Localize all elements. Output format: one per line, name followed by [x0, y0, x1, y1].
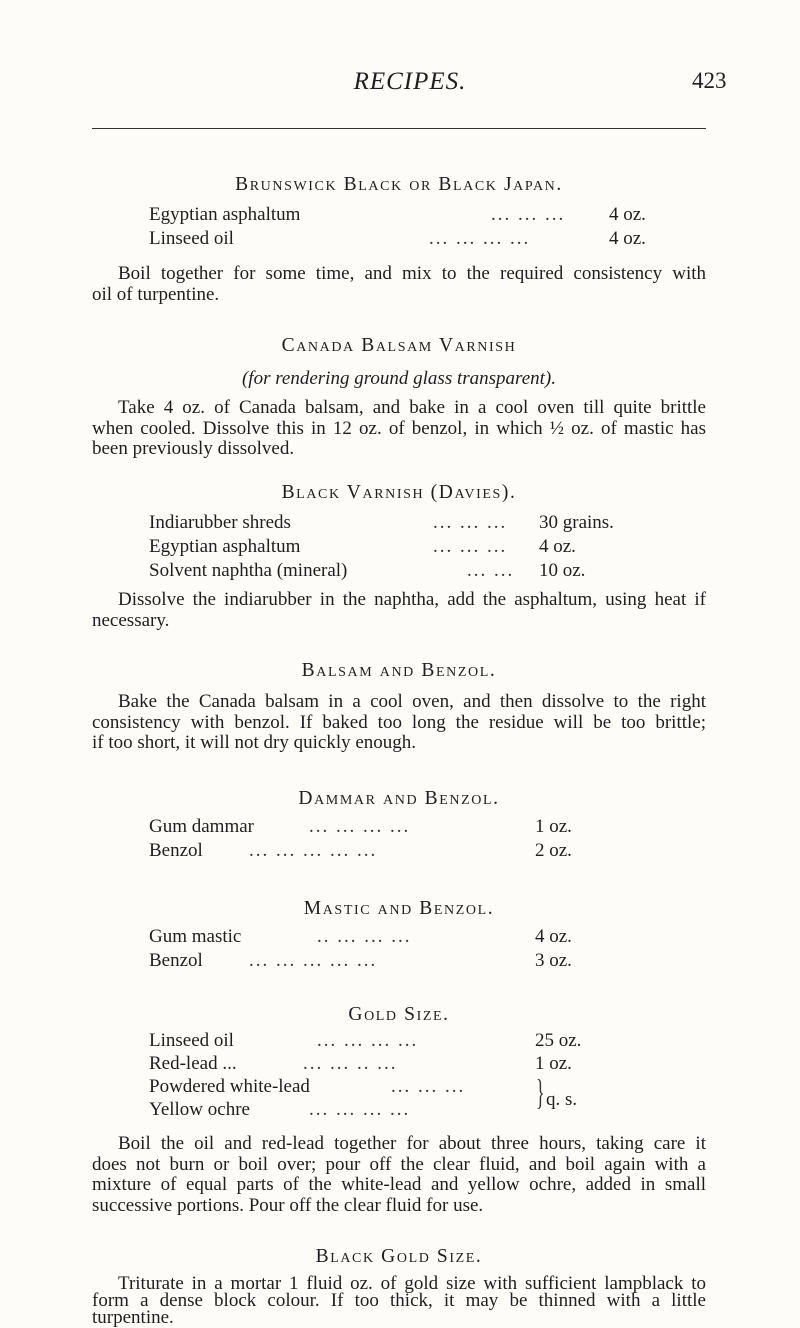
text-line: Bake the Canada balsam in a cool oven, and then dissolve to the right: [118, 691, 706, 712]
ingredient-name: Red-lead ...: [149, 1053, 237, 1074]
text-line: turpentine.: [92, 1307, 174, 1328]
ingredient-name: Gum dammar: [149, 816, 255, 837]
ingredient-name: Yellow ochre: [149, 1099, 250, 1120]
text-line: necessary.: [92, 609, 170, 631]
leader-dots: ... ... ...: [391, 1076, 466, 1097]
ingredient-quantity: 2 oz.: [535, 840, 572, 861]
ingredient-quantity: 1 oz.: [535, 1053, 572, 1074]
header-rule: [92, 128, 706, 129]
ingredient-name: Benzol: [149, 840, 203, 861]
ingredient-quantity: 4 oz.: [609, 228, 646, 249]
section-title-black-gold-size: Black Gold Size.: [315, 1246, 483, 1267]
text-line: if too short, it will not dry quickly enough.: [92, 732, 417, 753]
ingredient-quantity: 10 oz.: [539, 560, 586, 581]
ingredient-quantity: 1 oz.: [535, 816, 572, 837]
text-line: consistency with benzol. If baked too long the residue will be too brittle;: [92, 711, 706, 733]
ingredient-name: Linseed oil: [149, 228, 234, 249]
leader-dots: ... ... ... ...: [309, 816, 411, 837]
ingredient-name: Gum mastic: [149, 926, 242, 947]
leader-dots: ... ... ...: [433, 512, 508, 533]
ingredient-quantity: 4 oz.: [535, 926, 572, 947]
section-title-mastic-benzol: Mastic and Benzol.: [303, 898, 495, 919]
section-title-brunswick: Brunswick Black or Black Japan.: [235, 174, 563, 195]
text-line: form a dense block colour. If too thick, it may be thinned with a little: [92, 1290, 706, 1311]
text-line: Take 4 oz. of Canada balsam, and bake in a cool oven till quite brittle: [118, 397, 706, 418]
paragraph-black-gold-size: [92, 1273, 706, 1328]
text-line: does not burn or boil over; pour off the clear fluid, and boil again with a: [92, 1153, 706, 1175]
section-subtitle-canada-balsam: (for rendering ground glass transparent).: [241, 368, 557, 389]
text-line: when cooled. Dissolve this in 12 oz. of benzol, in which ½ oz. of mastic has: [92, 417, 706, 439]
paragraph-black-varnish: [92, 590, 706, 631]
ingredient-name: Linseed oil: [149, 1030, 234, 1051]
ingredient-quantity: 4 oz.: [609, 204, 646, 225]
text-line: Triturate in a mortar 1 fluid oz. of gold size with sufficient lampblack to: [118, 1273, 706, 1294]
paragraph-canada-balsam: [92, 398, 706, 460]
shared-quantity: q. s.: [546, 1089, 578, 1110]
ingredient-name: Egyptian asphaltum: [149, 204, 301, 225]
ingredient-quantity: 25 oz.: [535, 1030, 582, 1051]
leader-dots: ... ... ... ...: [317, 1030, 419, 1051]
section-title-dammar-benzol: Dammar and Benzol.: [298, 788, 500, 809]
text-line: Dissolve the indiarubber in the naphtha, add the asphaltum, using heat if: [118, 589, 706, 610]
leader-dots: ... ... ...: [433, 536, 508, 557]
leader-dots: ... ...: [467, 560, 515, 581]
ingredient-name: Benzol: [149, 950, 203, 971]
running-header: [0, 68, 800, 108]
leader-dots: ... ... ...: [491, 204, 566, 225]
section-title-gold-size: Gold Size.: [348, 1004, 450, 1025]
page-number: 423: [692, 68, 727, 93]
ingredient-name: Egyptian asphaltum: [149, 536, 301, 557]
paragraph-balsam-benzol: [92, 692, 706, 754]
leader-dots: ... ... ... ... ...: [249, 840, 378, 861]
text-line: Boil the oil and red-lead together for about three hours, taking care it: [118, 1133, 706, 1154]
ingredient-name: Solvent naphtha (mineral): [149, 560, 348, 581]
ingredient-name: Powdered white-lead: [149, 1076, 310, 1097]
leader-dots: ... ... ... ...: [429, 228, 531, 249]
leader-dots: .. ... ... ...: [317, 926, 412, 947]
leader-dots: ... ... ... ...: [309, 1099, 411, 1120]
ingredient-quantity: 4 oz.: [539, 536, 576, 557]
leader-dots: ... ... ... ... ...: [249, 950, 378, 971]
ingredient-quantity: 3 oz.: [535, 950, 572, 971]
text-line: oil of turpentine.: [92, 283, 220, 305]
leader-dots: ... ... .. ...: [303, 1053, 398, 1074]
paragraph-gold-size: [92, 1134, 706, 1216]
running-title: RECIPES.: [353, 68, 467, 95]
brace-mark: }: [536, 1072, 545, 1112]
ingredient-quantity: 30 grains.: [539, 512, 614, 533]
text-line: successive portions. Pour off the clear fluid for use.: [92, 1194, 484, 1216]
paragraph-brunswick: [92, 264, 706, 305]
text-line: mixture of equal parts of the white-lead and yellow ochre, added in small: [92, 1174, 706, 1195]
ingredient-name: Indiarubber shreds: [149, 512, 291, 533]
text-line: been previously dissolved.: [92, 438, 295, 459]
text-line: Boil together for some time, and mix to the required consistency with: [118, 263, 706, 284]
section-title-canada-balsam: Canada Balsam Varnish: [281, 335, 517, 356]
section-title-balsam-benzol: Balsam and Benzol.: [301, 660, 497, 681]
section-title-black-varnish: Black Varnish (Davies).: [281, 482, 517, 503]
